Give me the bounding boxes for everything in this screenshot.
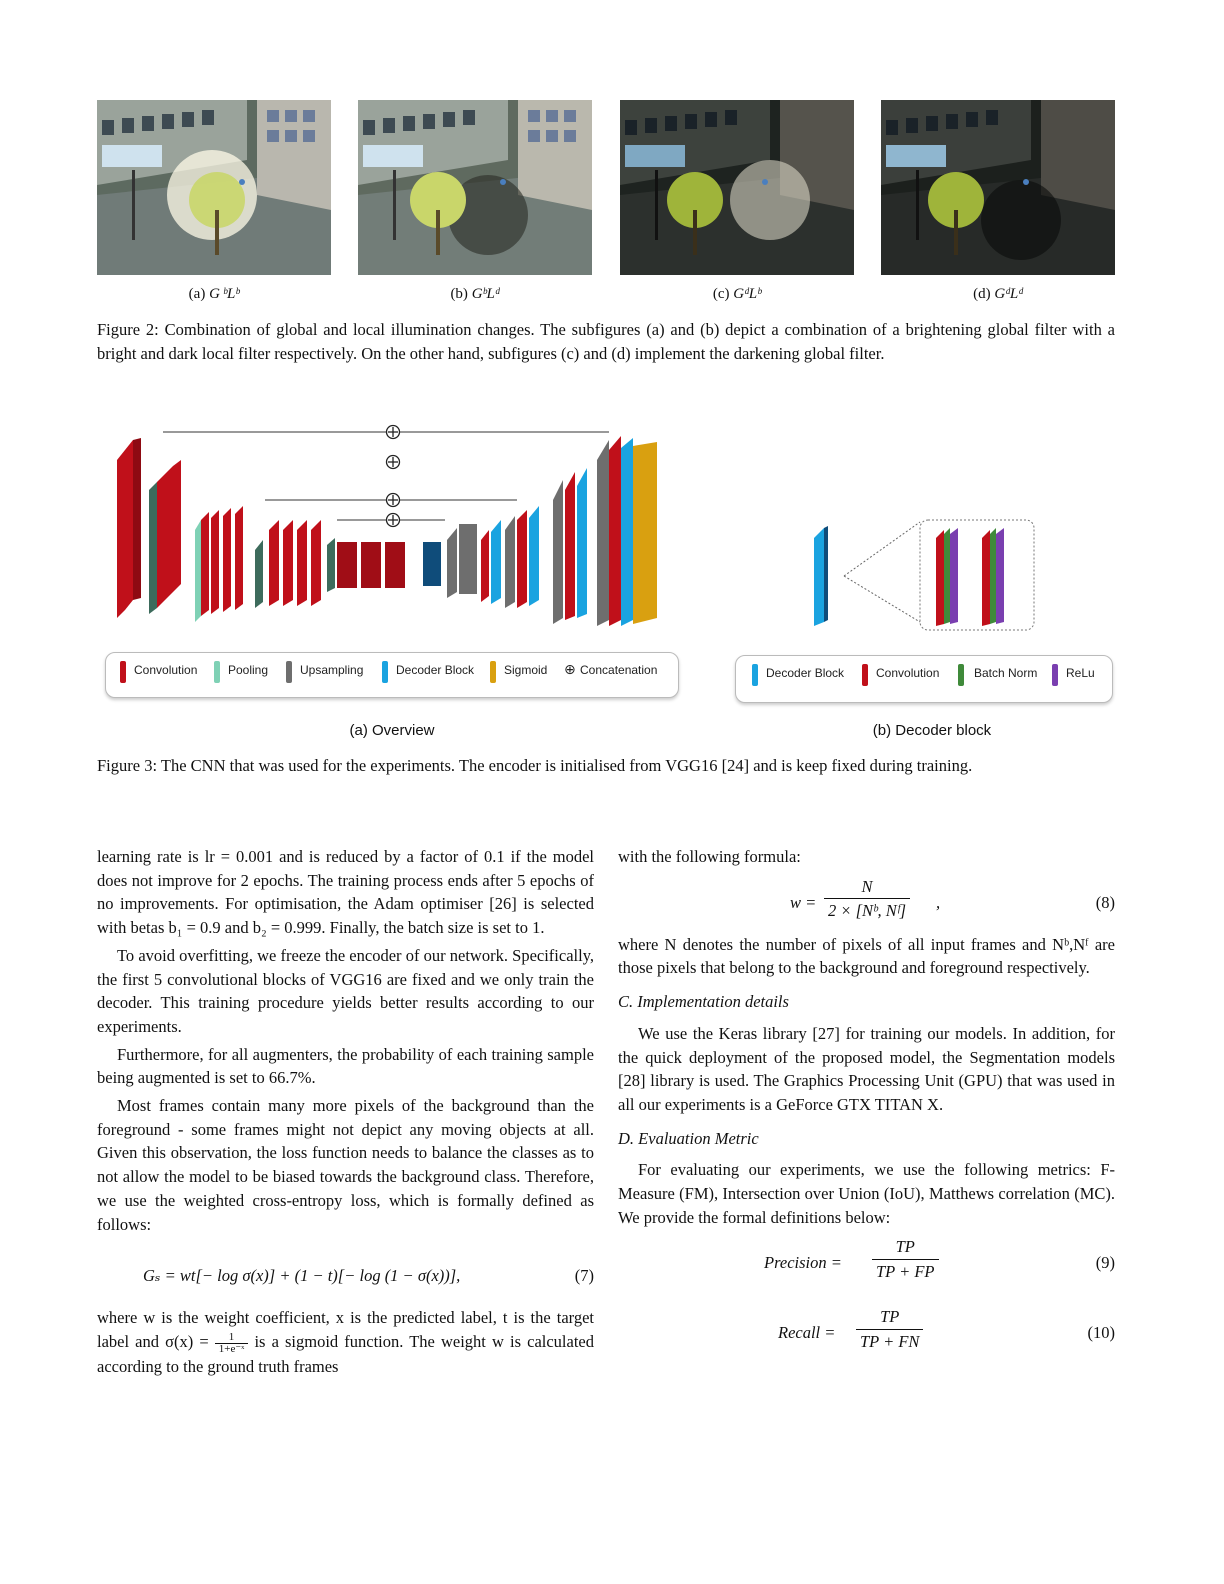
figure-3-caption: Figure 3: The CNN that was used for the experiments. The encoder is initialised from VGG16 [24] and is keep fixed during training. [97,756,973,775]
figure-2-caption: Figure 2: Combination of global and local illumination changes. The subfigures (a) and (b) depict a combination of a brightening global filter with a bright and dark local filter respectively. On the other hand, subfigures (c) and (d) implement the darkening global filter. [97,320,1115,363]
equation-7: Gₛ = wt[− log σ(x)] + (1 − t)[− log (1 − σ(x))], (7) [143,1266,594,1286]
fig2-image-b [358,100,592,275]
decoder-block-swatch [382,661,388,683]
section-c-heading: C. Implementation details [618,992,789,1012]
legend-concatenation: Concatenation [580,663,658,677]
equation-8: w = $\frac{N}{\text{2 × [Nᵇ, Nᶠ]}}$ , (8) [790,876,1115,921]
fig3-overview-diagram [97,420,677,635]
encoder-blocks [117,438,405,622]
legend-decoder-block: Decoder Block [766,666,845,680]
fig2-subcaption-a: (a) G ᵇLᵇ [188,286,240,302]
decoder-blocks [423,436,657,626]
convolution-swatch [120,661,126,683]
left-column [97,845,594,1378]
legend-batch-norm: Batch Norm [974,666,1038,680]
pooling-swatch [214,661,220,683]
batch-norm-swatch [958,664,964,686]
legend-sigmoid: Sigmoid [504,663,548,677]
fig2-subcaption-c: (c) GᵈLᵇ [712,286,762,302]
legend-convolution: Convolution [134,663,198,677]
fig2-subcaption-b: (b) GᵇLᵈ [450,286,500,302]
section-d-heading: D. Evaluation Metric [618,1128,759,1148]
legend-decoder-block: Decoder Block [396,663,475,677]
fig2-image-d [881,100,1115,275]
fig3-decoder-diagram [810,518,1040,633]
right-paragraph-4: For evaluating our experiments, we use the following metrics: F-Measure (FM), Intersection over Union (IoU), Matthews correlation (MC). We provide the formal definitions below: [618,1160,1115,1227]
right-paragraph-3: We use the Keras library [27] for training our models. In addition, for the quick deployment of the proposed model, the Segmentation models [28] library is used. The Graphics Processing Unit (GPU) that was used in all our experiments is a GeForce GTX TITAN X. [618,1023,1115,1114]
fig2-subcaption-d: (d) GᵈLᵈ [973,286,1023,302]
equation-10: Recall = $\frac{TP}{TP + FN}$ (10) [778,1307,1115,1352]
legend-relu: ReLu [1066,666,1095,680]
fig3-legend-decoder [735,655,1113,703]
right-paragraph-2: where N denotes the number of pixels of all input frames and Nᵇ,Nᶠ are those pixels that belong to the background and foreground respectively. [618,934,1115,978]
fig2-image-c [620,100,854,275]
legend-pooling: Pooling [228,663,269,677]
fig3-legend-overview [105,652,679,698]
left-paragraph-5: where w is the weight coefficient, x is the predicted label, t is the target label and σ(x) = $\frac{1}{\text{1+e⁻ˣ}}$ is a sigmoid function. The weight w is calculated according to the ground truth frames [97,1308,594,1376]
right-column [618,845,1115,1367]
fig2-image-a [97,100,331,275]
equation-9: Precision = $\frac{TP}{TP + FP}$ (9) [764,1237,1115,1282]
relu-swatch [1052,664,1058,686]
sigmoid-swatch [490,661,496,683]
left-paragraph-1: learning rate is lr = 0.001 and is reduced by a factor of 0.1 if the model does not improve for 2 epochs. The training process ends after 5 epochs of no improvements. For optimisation, the Adam optimiser [26] is selected with betas b₁ = 0.9 and b₂ = 0.999. Finally, the batch size is set to 1. [97,847,594,938]
fig3-subcaption-a: (a) Overview [349,722,435,739]
left-paragraph-3: Furthermore, for all augmenters, the probability of each training sample being augmented is set to 66.7%. [97,1044,594,1088]
concatenation-icon: ⊕ [564,661,576,677]
right-paragraph-1: with the following formula: [618,847,801,866]
fig3-subcaption-b: (b) Decoder block [872,722,992,739]
legend-upsampling: Upsampling [300,663,364,677]
left-paragraph-2: To avoid overfitting, we freeze the encoder of our network. Specifically, the first 5 convolutional blocks of VGG16 are fixed and we only train the decoder. This training procedure yields better results according to our experiments. [97,945,594,1036]
upsampling-swatch [286,661,292,683]
legend-convolution: Convolution [876,666,940,680]
convolution-swatch [862,664,868,686]
decoder-block-swatch [752,664,758,686]
left-paragraph-4: Most frames contain many more pixels of the background than the foreground - some frames might not depict any moving objects at all. Given this observation, the loss function needs to balance the classes as to not allow the model to be biased towards the background class. Therefore, we use the weighted cross-entropy loss, which is formally defined as follows: [97,1096,594,1234]
